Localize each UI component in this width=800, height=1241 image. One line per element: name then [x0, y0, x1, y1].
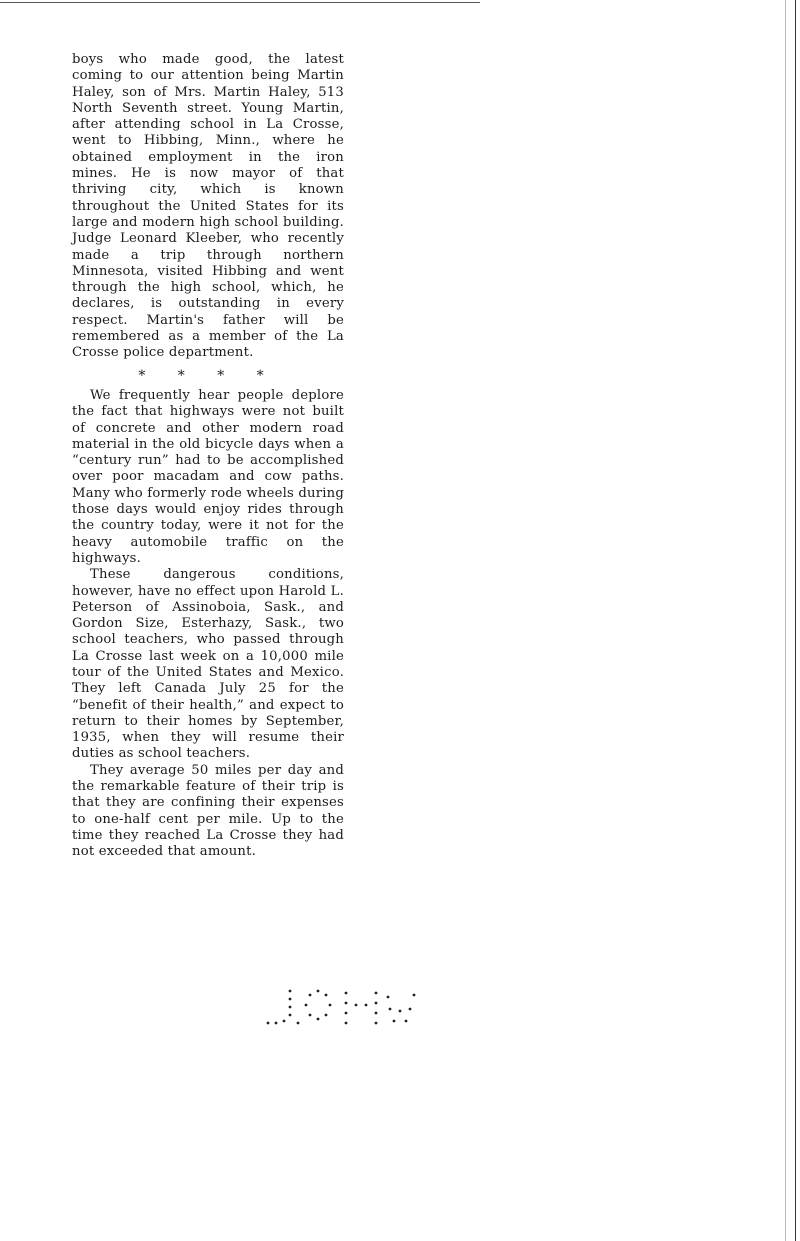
paragraph-3: These dangerous conditions, however, have no effect upon Harold L. Peterson of Assinoboia, Sask., and Gordon Size, Esterhazy, Sask., two school teachers, who passed through La Crosse last week on a 10,000 mile tour of the United States and Mexico. They left Canada July 25 for the “benefit of their health,” and expect to return to their homes by September, 1935, when they will resume their duties as school teachers.: [72, 567, 344, 762]
section-separator: * * * *: [138, 367, 278, 384]
perforated-stamp: [262, 985, 422, 1035]
page-edge-line: [795, 0, 796, 1241]
paragraph-1: boys who made good, the latest coming to our attention being Martin Haley, son of Mrs. Martin Haley, 513 North Seventh street. Young Martin, after attending school in La Crosse, went to Hibbing, Minn., where he obtained employment in the iron mines. He is now mayor of that thriving city, which is known throughout the United States for its large and modern high school building. Judge Leonard Kleeber, who recently made a trip through northern Minnesota, visited Hibbing and went through the high school, which, he declares, is outstanding in every respect. Martin's father will be remembered as a member of the La Crosse police department.: [72, 52, 344, 361]
paragraph-4: They average 50 miles per day and the remarkable feature of their trip is that they are confining their expenses to one-half cent per mile. Up to the time they reached La Crosse they had not exceeded that amount.: [72, 762, 344, 860]
top-rule: [0, 2, 480, 3]
paragraph-2: We frequently hear people deplore the fact that highways were not built of concrete and other modern road material in the old bicycle days when a “century run” had to be accomplished over poor macadam and cow paths. Many who formerly rode wheels during those days would enjoy rides through the country today, were it not for the heavy automobile traffic on the highways.: [72, 387, 344, 566]
newspaper-clipping: [72, 52, 344, 861]
page-edge-shadow: [785, 0, 786, 1241]
